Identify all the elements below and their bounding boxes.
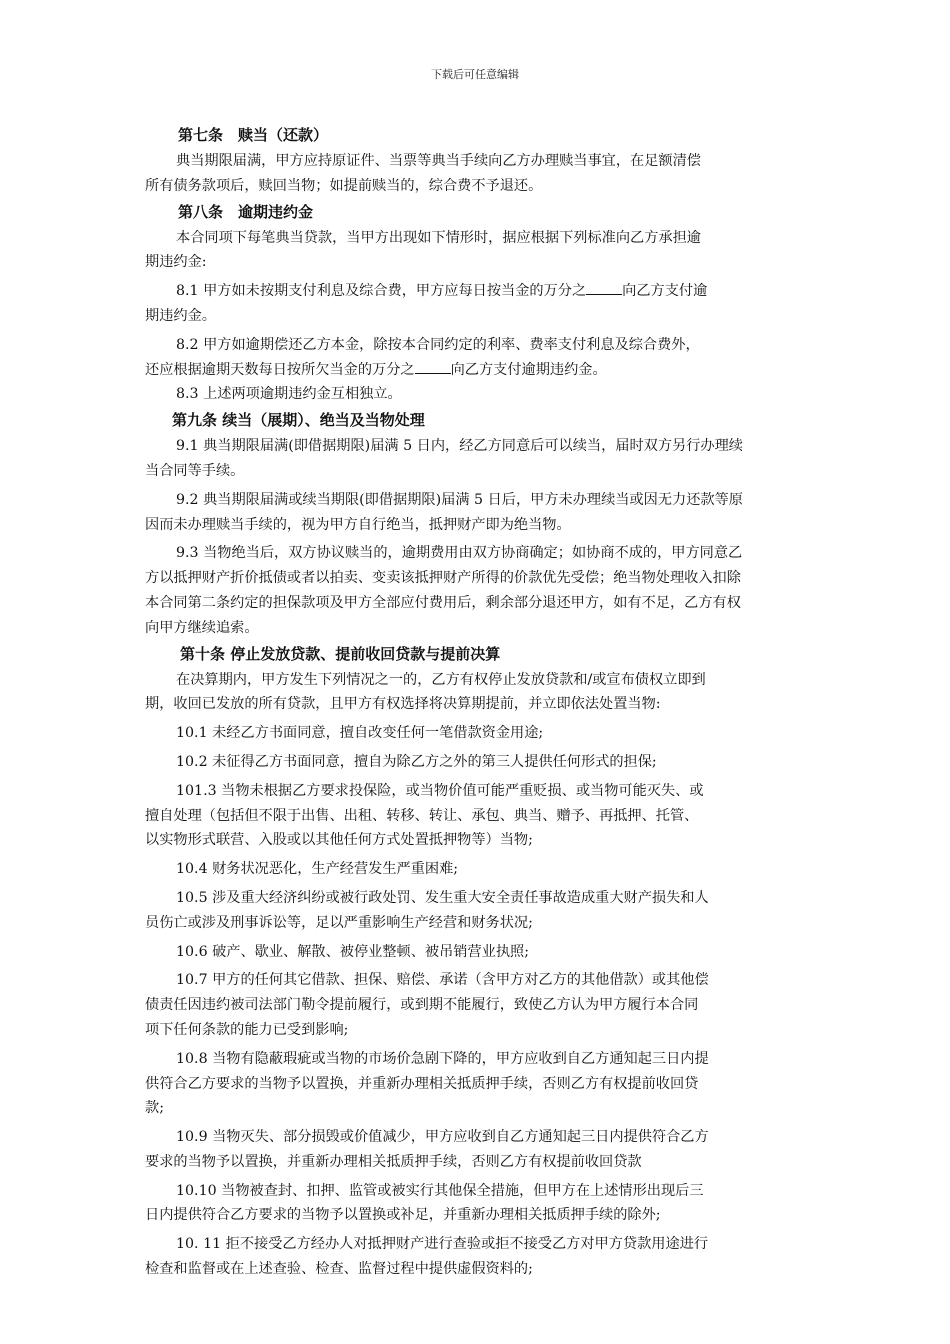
text-line: 债责任因违约被司法部门勒令提前履行，或到期不能履行，致使乙方认为甲方履行本合同 <box>145 997 699 1014</box>
text-line: 10.10 当物被查封、扣押、监管或被实行其他保全措施，但甲方在上述情形出现后三 <box>176 1182 704 1199</box>
text-line: 10.8 当物有隐蔽瑕疵或当物的市场价急剧下降的，甲方应收到自乙方通知起三日内提 <box>176 1050 709 1067</box>
text-line: 要求的当物予以置换，并重新办理相关抵质押手续，否则乙方有权提前收回贷款 <box>145 1153 642 1170</box>
text-line: 期违约金。 <box>145 307 216 324</box>
text-line: 10. 11 拒不接受乙方经办人对抵押财产进行查验或拒不接受乙方对甲方贷款用途进行 <box>176 1236 709 1253</box>
clause-text: 向乙方支付逾 <box>622 283 708 300</box>
text-line: 10.9 当物灭失、部分损毁或价值减少，甲方应收到自乙方通知起三日内提供符合乙方 <box>176 1129 709 1146</box>
clause-8-1 <box>145 279 808 329</box>
text-line: 101.3 当物未根据乙方要求投保险，或当物价值可能严重贬损、或当物可能灭失、或 <box>176 782 704 799</box>
clause-10-item <box>145 886 808 936</box>
article-8-intro <box>145 226 808 276</box>
text-line: 典当期限届满，甲方应持原证件、当票等典当手续向乙方办理赎当事宜，在足额清偿 <box>176 153 701 169</box>
text-line <box>172 279 808 304</box>
clause-10-item <box>172 857 808 882</box>
text-line: 10.4 财务状况恶化，生产经营发生严重困难; <box>176 861 459 878</box>
article-8-title: 第八条 逾期违约金 <box>178 202 314 221</box>
page-header-note: 下载后可任意编辑 <box>431 68 519 81</box>
text-line: 以实物形式联营、入股或以其他任何方式处置抵押物等）当物; <box>145 832 533 849</box>
text-line: 10.1 未经乙方书面同意，擅自改变任何一笔借款资金用途; <box>176 725 544 742</box>
text-line: 员伤亡或涉及刑事诉讼等，足以严重影响生产经营和财务状况; <box>145 914 533 931</box>
fill-in-blank <box>586 280 622 295</box>
clause-text: 向乙方支付逾期违约金。 <box>450 361 607 378</box>
clause-10-item <box>145 1232 808 1282</box>
article-7-title: 第七条 赎当（还款） <box>178 126 329 144</box>
text-line: 供符合乙方要求的当物予以置换，并重新办理相关抵质押手续，否则乙方有权提前收回贷 <box>145 1075 699 1092</box>
clause-10-item <box>172 721 808 746</box>
text-line: 款; <box>145 1100 164 1117</box>
text-line: 10.5 涉及重大经济纠纷或被行政处罚、发生重大安全责任事故造成重大财产损失和人 <box>176 889 709 906</box>
clause-10-item <box>145 1179 808 1229</box>
text-line: 方以抵押财产折价抵债或者以拍卖、变卖该抵押财产所得的价款优先受偿；绝当物处理收入扣除 <box>145 570 741 587</box>
article-10-title: 第十条 停止发放贷款、提前收回贷款与提前决算 <box>180 644 501 663</box>
text-line: 日内提供符合乙方要求的当物予以置换或补足，并重新办理相关抵质押手续的除外; <box>145 1207 661 1224</box>
text-line: 所有债务款项后，赎回当物；如提前赎当的，综合费不予退还。 <box>145 177 543 194</box>
article-9-title: 第九条 续当（展期）、绝当及当物处理 <box>172 411 425 430</box>
article-10-intro <box>145 668 808 718</box>
clause-10-item <box>145 1047 808 1121</box>
clause-9-3 <box>145 541 808 640</box>
text-line: 期，收回已发放的所有贷款，且甲方有权选择将决算期提前，并立即依法处置当物: <box>145 696 661 713</box>
clause-10-item <box>172 750 808 775</box>
clause-list <box>145 721 808 1282</box>
text-line: 期违约金: <box>145 254 207 271</box>
clause-8-2 <box>145 333 808 383</box>
text-line: 9.2 典当期限届满或续当期限(即借据期限)届满 5 日后，甲方未办理续当或因无力还款等原 <box>176 491 743 508</box>
article-7-paragraph <box>145 149 808 199</box>
text-line: 本合同项下每笔典当贷款，当甲方出现如下情形时，据应根据下列标准向乙方承担逾 <box>176 229 701 246</box>
text-line: 擅自处理（包括但不限于出售、出租、转移、转让、承包、典当、赠予、再抵押、托管、 <box>145 807 699 824</box>
text-line <box>145 358 808 383</box>
clause-10-item <box>145 1125 808 1175</box>
text-line: 8.2 甲方如逾期偿还乙方本金，除按本合同约定的利率、费率支付利息及综合费外， <box>176 336 700 353</box>
clause-8-3 <box>172 382 808 407</box>
clause-text: 还应根据逾期天数每日按所欠当金的万分之 <box>145 361 415 378</box>
text-line: 9.3 当物绝当后，双方协议赎当的，逾期费用由双方协商确定；如协商不成的，甲方同意乙 <box>176 545 743 562</box>
text-line: 在决算期内，甲方发生下列情况之一的，乙方有权停止发放贷款和/或宣布债权立即到 <box>176 671 706 688</box>
clause-10-item <box>145 968 808 1042</box>
text-line: 9.1 典当期限届满(即借据期限)届满 5 日内，经乙方同意后可以续当，届时双方另行办理续 <box>176 438 743 455</box>
text-line: 10.7 甲方的任何其它借款、担保、赔偿、承诺（含甲方对乙方的其他借款）或其他偿 <box>176 972 709 989</box>
text-line: 项下任何条款的能力已受到影响; <box>145 1021 349 1038</box>
text-line: 10.2 未征得乙方书面同意，擅自为除乙方之外的第三人提供任何形式的担保; <box>176 753 657 770</box>
text-line: 因而未办理赎当手续的，视为甲方自行绝当，抵押财产即为绝当物。 <box>145 516 571 533</box>
clause-10-item <box>172 940 808 965</box>
text-line: 向甲方继续追索。 <box>145 619 259 636</box>
clause-9-1 <box>145 434 808 484</box>
clause-9-2 <box>145 488 808 538</box>
fill-in-blank <box>415 359 451 374</box>
text-line: 本合同第二条约定的担保款项及甲方全部应付费用后，剩余部分退还甲方，如有不足，乙方有权 <box>145 594 741 611</box>
text-line: 8.3 上述两项逾期违约金互相独立。 <box>176 386 402 403</box>
clause-text: 8.1 甲方如未按期支付利息及综合费，甲方应每日按当金的万分之 <box>176 283 587 300</box>
text-line: 当合同等手续。 <box>145 462 245 479</box>
clause-10-item <box>145 779 808 853</box>
text-line: 检查和监督或在上述查验、检查、监督过程中提供虚假资料的; <box>145 1261 533 1278</box>
contract-body <box>145 122 808 1282</box>
text-line: 10.6 破产、歇业、解散、被停业整顿、被吊销营业执照; <box>176 943 530 960</box>
